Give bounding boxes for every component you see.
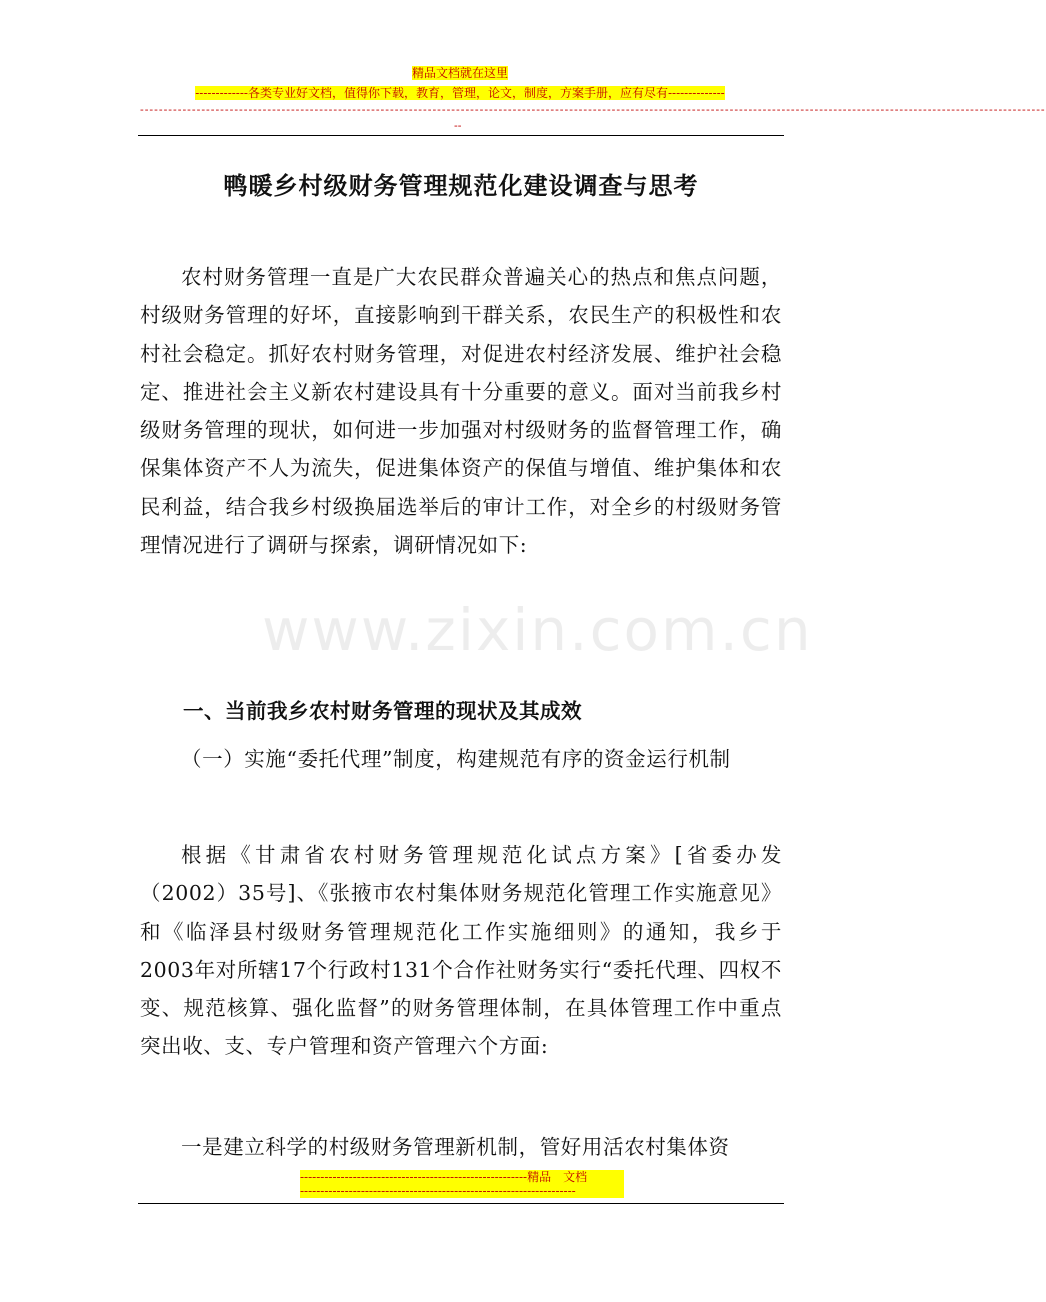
document-title: 鸭暖乡村级财务管理规范化建设调查与思考 [223,172,699,200]
header-top-label [0,66,920,80]
footer-line-1: --------------------------------------------------------精品 文档 [300,1170,624,1184]
header-divider [138,135,784,136]
footer-divider [138,1203,784,1204]
header-banner [0,86,920,100]
paragraph-policy: 根据《甘肃省农村财务管理规范化试点方案》[省委办发（2002）35号]、《张掖市农村集体财务规范化管理工作实施意见》和《临泽县村级财务管理规范化工作实施细则》的通知，我乡于2003年对所辖17个行政村131个合作社财务实行“委托代理、四权不变、规范核算、强化监督”的财务管理体制，在具体管理工作中重点突出收、支、专户管理和资产管理六个方面: [140,843,782,1059]
section-heading-1: 一、当前我乡农村财务管理的现状及其成效 [183,699,582,723]
header-dashes-line2: -- [454,119,462,132]
subheading-1: （一）实施“委托代理”制度，构建规范有序的资金运行机制 [181,747,731,771]
header-dashes-line1: ------------------------------------------------------------------------------------------------------------------------------------------------------------------------------------------------ [140,103,1046,116]
paragraph-intro: 农村财务管理一直是广大农民群众普遍关心的热点和焦点问题，村级财务管理的好坏，直接影响到干群关系，农民生产的积极性和农村社会稳定。抓好农村财务管理，对促进农村经济发展、维护社会稳定、推进社会主义新农村建设具有十分重要的意义。面对当前我乡村级财务管理的现状，如何进一步加强对村级财务的监督管理工作，确保集体资产不人为流失，促进集体资产的保值与增值、维护集体和农民利益，结合我乡村级换届选举后的审计工作，对全乡的村级财务管理情况进行了调研与探索，调研情况如下: [140,265,782,558]
footer-banner [300,1170,624,1198]
watermark: www.zixin.com.cn [262,596,813,664]
header-banner-text: -------------各类专业好文档，值得你下载，教育，管理，论文，制度，方案手册，应有尽有-------------- [195,86,725,100]
header-top-text: 精品文档就在这里 [411,66,508,80]
paragraph-point-1: 一是建立科学的村级财务管理新机制，管好用活农村集体资 [181,1135,730,1159]
footer-line-2: -------------------------------------------------------------------- [300,1184,624,1198]
